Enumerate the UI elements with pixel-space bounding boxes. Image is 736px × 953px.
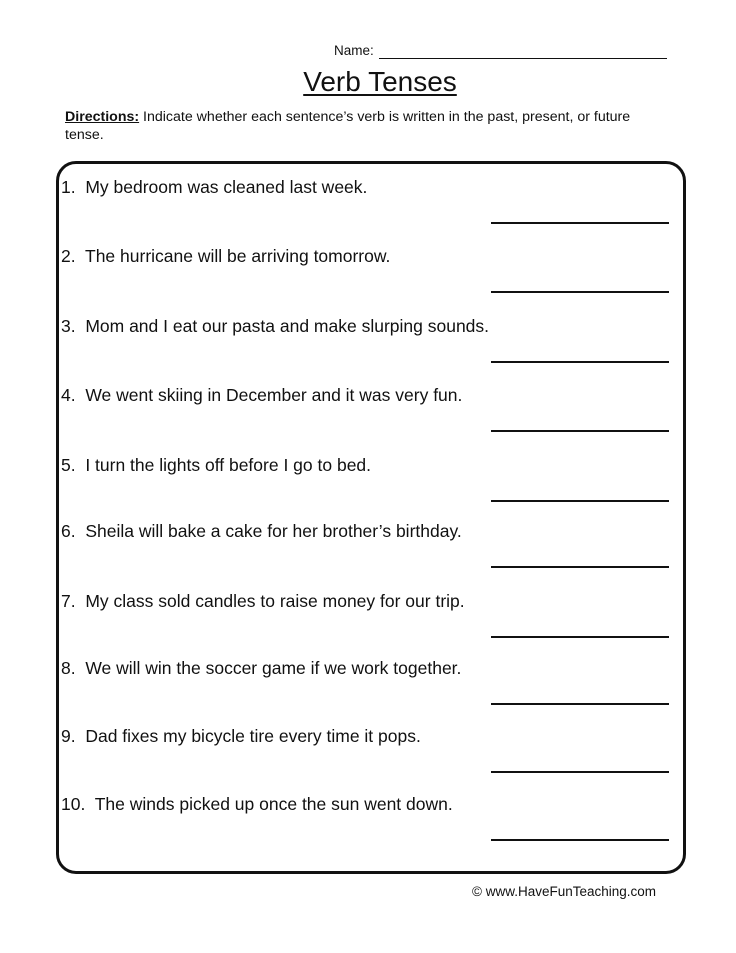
question-item: [61, 590, 681, 659]
copyright-footer: © www.HaveFunTeaching.com: [472, 884, 657, 899]
name-label: Name:: [334, 43, 374, 58]
question-item: [61, 454, 681, 523]
question-text: 4. We went skiing in December and it was very fun.: [61, 385, 463, 405]
answer-line[interactable]: [491, 566, 669, 568]
answer-line[interactable]: [491, 839, 669, 841]
answer-line[interactable]: [491, 361, 669, 363]
directions-label: Directions:: [65, 109, 140, 125]
question-text: 6. Sheila will bake a cake for her brother’s birthday.: [61, 521, 462, 541]
question-text: 8. We will win the soccer game if we work together.: [61, 658, 462, 678]
question-item: [61, 520, 681, 589]
answer-line[interactable]: [491, 771, 669, 773]
worksheet-title: Verb Tenses: [303, 66, 457, 97]
question-item: [61, 657, 681, 726]
answer-line[interactable]: [491, 703, 669, 705]
question-text: 3. Mom and I eat our pasta and make slurping sounds.: [61, 316, 490, 336]
question-text: 9. Dad fixes my bicycle tire every time it pops.: [61, 726, 421, 746]
question-text: 7. My class sold candles to raise money for our trip.: [61, 591, 465, 611]
question-text: 2. The hurricane will be arriving tomorrow.: [61, 246, 391, 266]
answer-line[interactable]: [491, 222, 669, 224]
question-item: [61, 315, 681, 384]
question-item: [61, 725, 681, 794]
question-item: [61, 384, 681, 453]
directions: [65, 108, 665, 144]
answer-line[interactable]: [491, 430, 669, 432]
name-field: [334, 43, 667, 59]
question-item: [61, 793, 681, 862]
answer-line[interactable]: [491, 500, 669, 502]
question-item: [61, 245, 681, 314]
name-blank-line[interactable]: [379, 44, 667, 59]
answer-line[interactable]: [491, 291, 669, 293]
question-text: 10. The winds picked up once the sun went down.: [61, 794, 453, 814]
answer-line[interactable]: [491, 636, 669, 638]
question-text: 5. I turn the lights off before I go to bed.: [61, 455, 372, 475]
question-item: [61, 176, 681, 245]
question-text: 1. My bedroom was cleaned last week.: [61, 177, 368, 197]
directions-text: Indicate whether each sentence’s verb is written in the past, present, or future tense.: [65, 109, 631, 143]
